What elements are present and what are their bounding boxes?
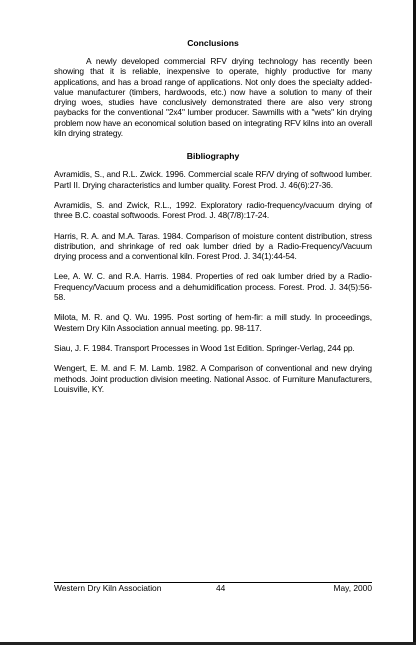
- footer-date: May, 2000: [333, 583, 372, 593]
- bibliography-entry-wengert-1982: Wengert, E. M. and F. M. Lamb. 1982. A Comparison of conventional and new drying methods. Joint production division meeting. National Assoc. of Furniture Manufacturers, Louisville, KY.: [54, 363, 372, 394]
- footer-page-number: 44: [216, 583, 226, 593]
- bibliography-entry-avramidis-1996: Avramidis, S., and R.L. Zwick. 1996. Commercial scale RF/V drying of softwood lumber. PartI II. Drying characteristics and lumber quality. Forest Prod. J. 46(6):27-36.: [54, 169, 372, 190]
- bibliography-list: [54, 169, 372, 394]
- bibliography-entry-lee-1984: Lee, A. W. C. and R.A. Harris. 1984. Properties of red oak lumber dried by a Radio-Frequency/Vacuum process and a dehumidification process. Forest. Prod. J. 34(5):56-58.: [54, 271, 372, 303]
- bibliography-entry-siau-1984: Siau, J. F. 1984. Transport Processes in Wood 1st Edition. Springer-Verlag, 244 pp.: [54, 342, 355, 353]
- footer-organization: Western Dry Kiln Association: [54, 583, 162, 593]
- conclusions-heading: Conclusions: [187, 38, 239, 48]
- page-footer: [54, 583, 372, 595]
- bibliography-heading: Bibliography: [186, 151, 240, 162]
- bibliography-entry-harris-1984: Harris, R. A. and M.A. Taras. 1984. Comparison of moisture content distribution, stress distribution, and shrinkage of red oak lumber dried by a Radio-Frequency/Vacuum drying process and a conventional kiln. Forest Prod. J. 34(1):44-54.: [54, 230, 372, 262]
- bibliography-entry-avramidis-1992: Avramidis, S. and Zwick, R.L., 1992. Exploratory radio-frequency/vacuum drying of three B.C. coastal softwoods. Forest Prod. J. 48(7/8):17-24.: [54, 199, 372, 221]
- bibliography-entry-milota-1995: Milota, M. R. and Q. Wu. 1995. Post sorting of hem-fir: a mill study. In proceedings, Western Dry Kiln Association annual meeting. pp. 98-117.: [54, 312, 372, 333]
- conclusions-paragraph: A newly developed commercial RFV drying technology has recently been showing that it is reliable, inexpensive to operate, highly productive for many applications, and has a broad range of applications. Not only does the specialty added-value manufacturer (timbers, hardwoods, etc.) now have a solution to many of their drying woes, studies have conclusively demonstrated there are also very strong paybacks for the conventional "2x4" lumber producer. Sawmills with a "wets" kin drying problem now have an economical solution based on integrating RFV kilns into an overall kiln drying strategy.: [54, 56, 372, 139]
- page-content: [54, 38, 372, 404]
